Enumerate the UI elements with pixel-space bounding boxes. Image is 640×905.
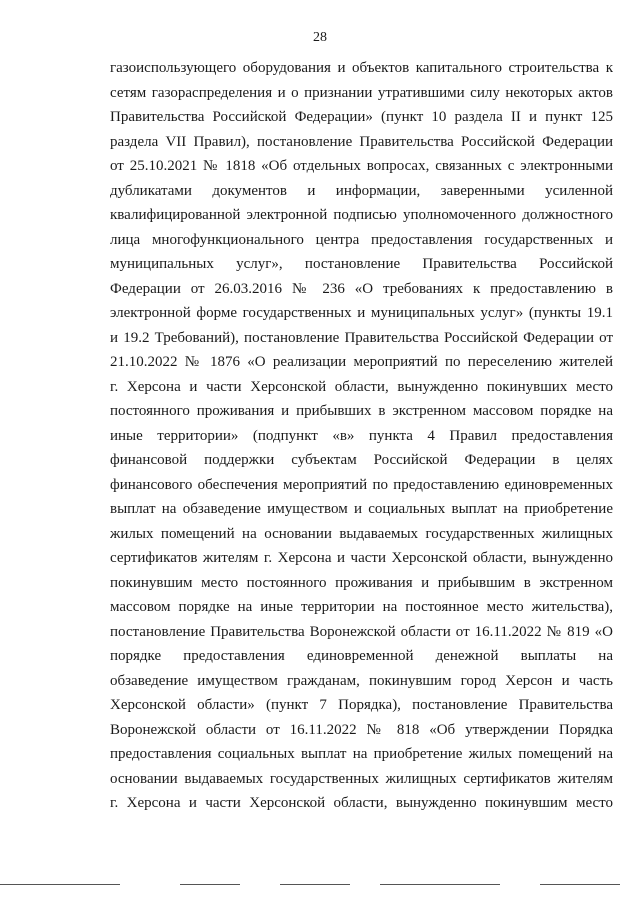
text-line: основании выдаваемых государственных жилищных сертификатов жителям (110, 770, 613, 787)
text-line: квалифицированной электронной подписью уполномоченного должностного (110, 207, 613, 223)
text-line: жилых помещений на основании выдаваемых государственных жилищных (110, 525, 613, 542)
page-number: 28 (313, 30, 327, 45)
text-line: газоиспользующего оборудования и объектов капитального строительства к (110, 60, 613, 76)
text-line: выплат на обзаведение имуществом и социальных выплат на приобретение (110, 501, 613, 517)
text-line: постоянного проживания и прибывших в экстренном массовом порядке на (110, 403, 613, 419)
text-line: сертификатов жителям г. Херсона и части Херсонской области, вынужденно (110, 550, 613, 566)
text-line: электронной форме государственных и муниципальных услуг» (пункты 19.1 (110, 305, 613, 321)
document-body (110, 56, 613, 816)
text-line: массовом порядке на иные территории на постоянное место жительства), (110, 599, 613, 615)
text-line: обзаведение имуществом гражданам, покинувшим город Херсон и часть (110, 672, 613, 689)
text-line: Федерации от 26.03.2016 № 236 «О требованиях к предоставлению в (110, 280, 613, 297)
text-line: г. Херсона и части Херсонской области, вынужденно покинувших место (110, 378, 613, 395)
text-line: и 19.2 Требований), постановление Правительства Российской Федерации от (110, 329, 613, 346)
text-line: покинувшим место постоянного проживания и прибывшим в экстренном (110, 574, 613, 591)
text-line: финансовой поддержки субъектам Российской Федерации в целях (110, 452, 613, 468)
text-line: Правительства Российской Федерации» (пункт 10 раздела II и пункт 125 (110, 109, 613, 125)
text-line: лица многофункционального центра предоставления государственных и (110, 231, 613, 248)
text-line: Воронежской области от 16.11.2022 № 818 «Об утверждении Порядка (110, 721, 613, 738)
text-line: дубликатами документов и информации, заверенными усиленной (110, 182, 613, 199)
text-line: от 25.10.2021 № 1818 «Об отдельных вопросах, связанных с электронными (110, 158, 613, 174)
text-line: порядке предоставления единовременной денежной выплаты на (110, 648, 613, 664)
text-line: иные территории» (подпункт «в» пункта 4 Правил предоставления (110, 427, 613, 444)
text-line: раздела VII Правил), постановление Правительства Российской Федерации (110, 133, 613, 150)
text-line: муниципальных услуг», постановление Правительства Российской (110, 256, 613, 272)
text-line: постановление Правительства Воронежской области от 16.11.2022 № 819 «О (110, 623, 613, 640)
text-line: предоставления социальных выплат на приобретение жилых помещений на (110, 746, 613, 762)
text-line: г. Херсона и части Херсонской области, вынужденно покинувшим место (110, 795, 613, 811)
scan-bottom-edge (0, 884, 640, 886)
text-line: 21.10.2022 № 1876 «О реализации мероприятий по переселению жителей (110, 354, 613, 370)
text-line: финансового обеспечения мероприятий по предоставлению единовременных (110, 476, 613, 493)
text-line: сетям газораспределения и о признании утратившими силу некоторых актов (110, 84, 613, 101)
text-line: Херсонской области» (пункт 7 Порядка), постановление Правительства (110, 697, 613, 713)
